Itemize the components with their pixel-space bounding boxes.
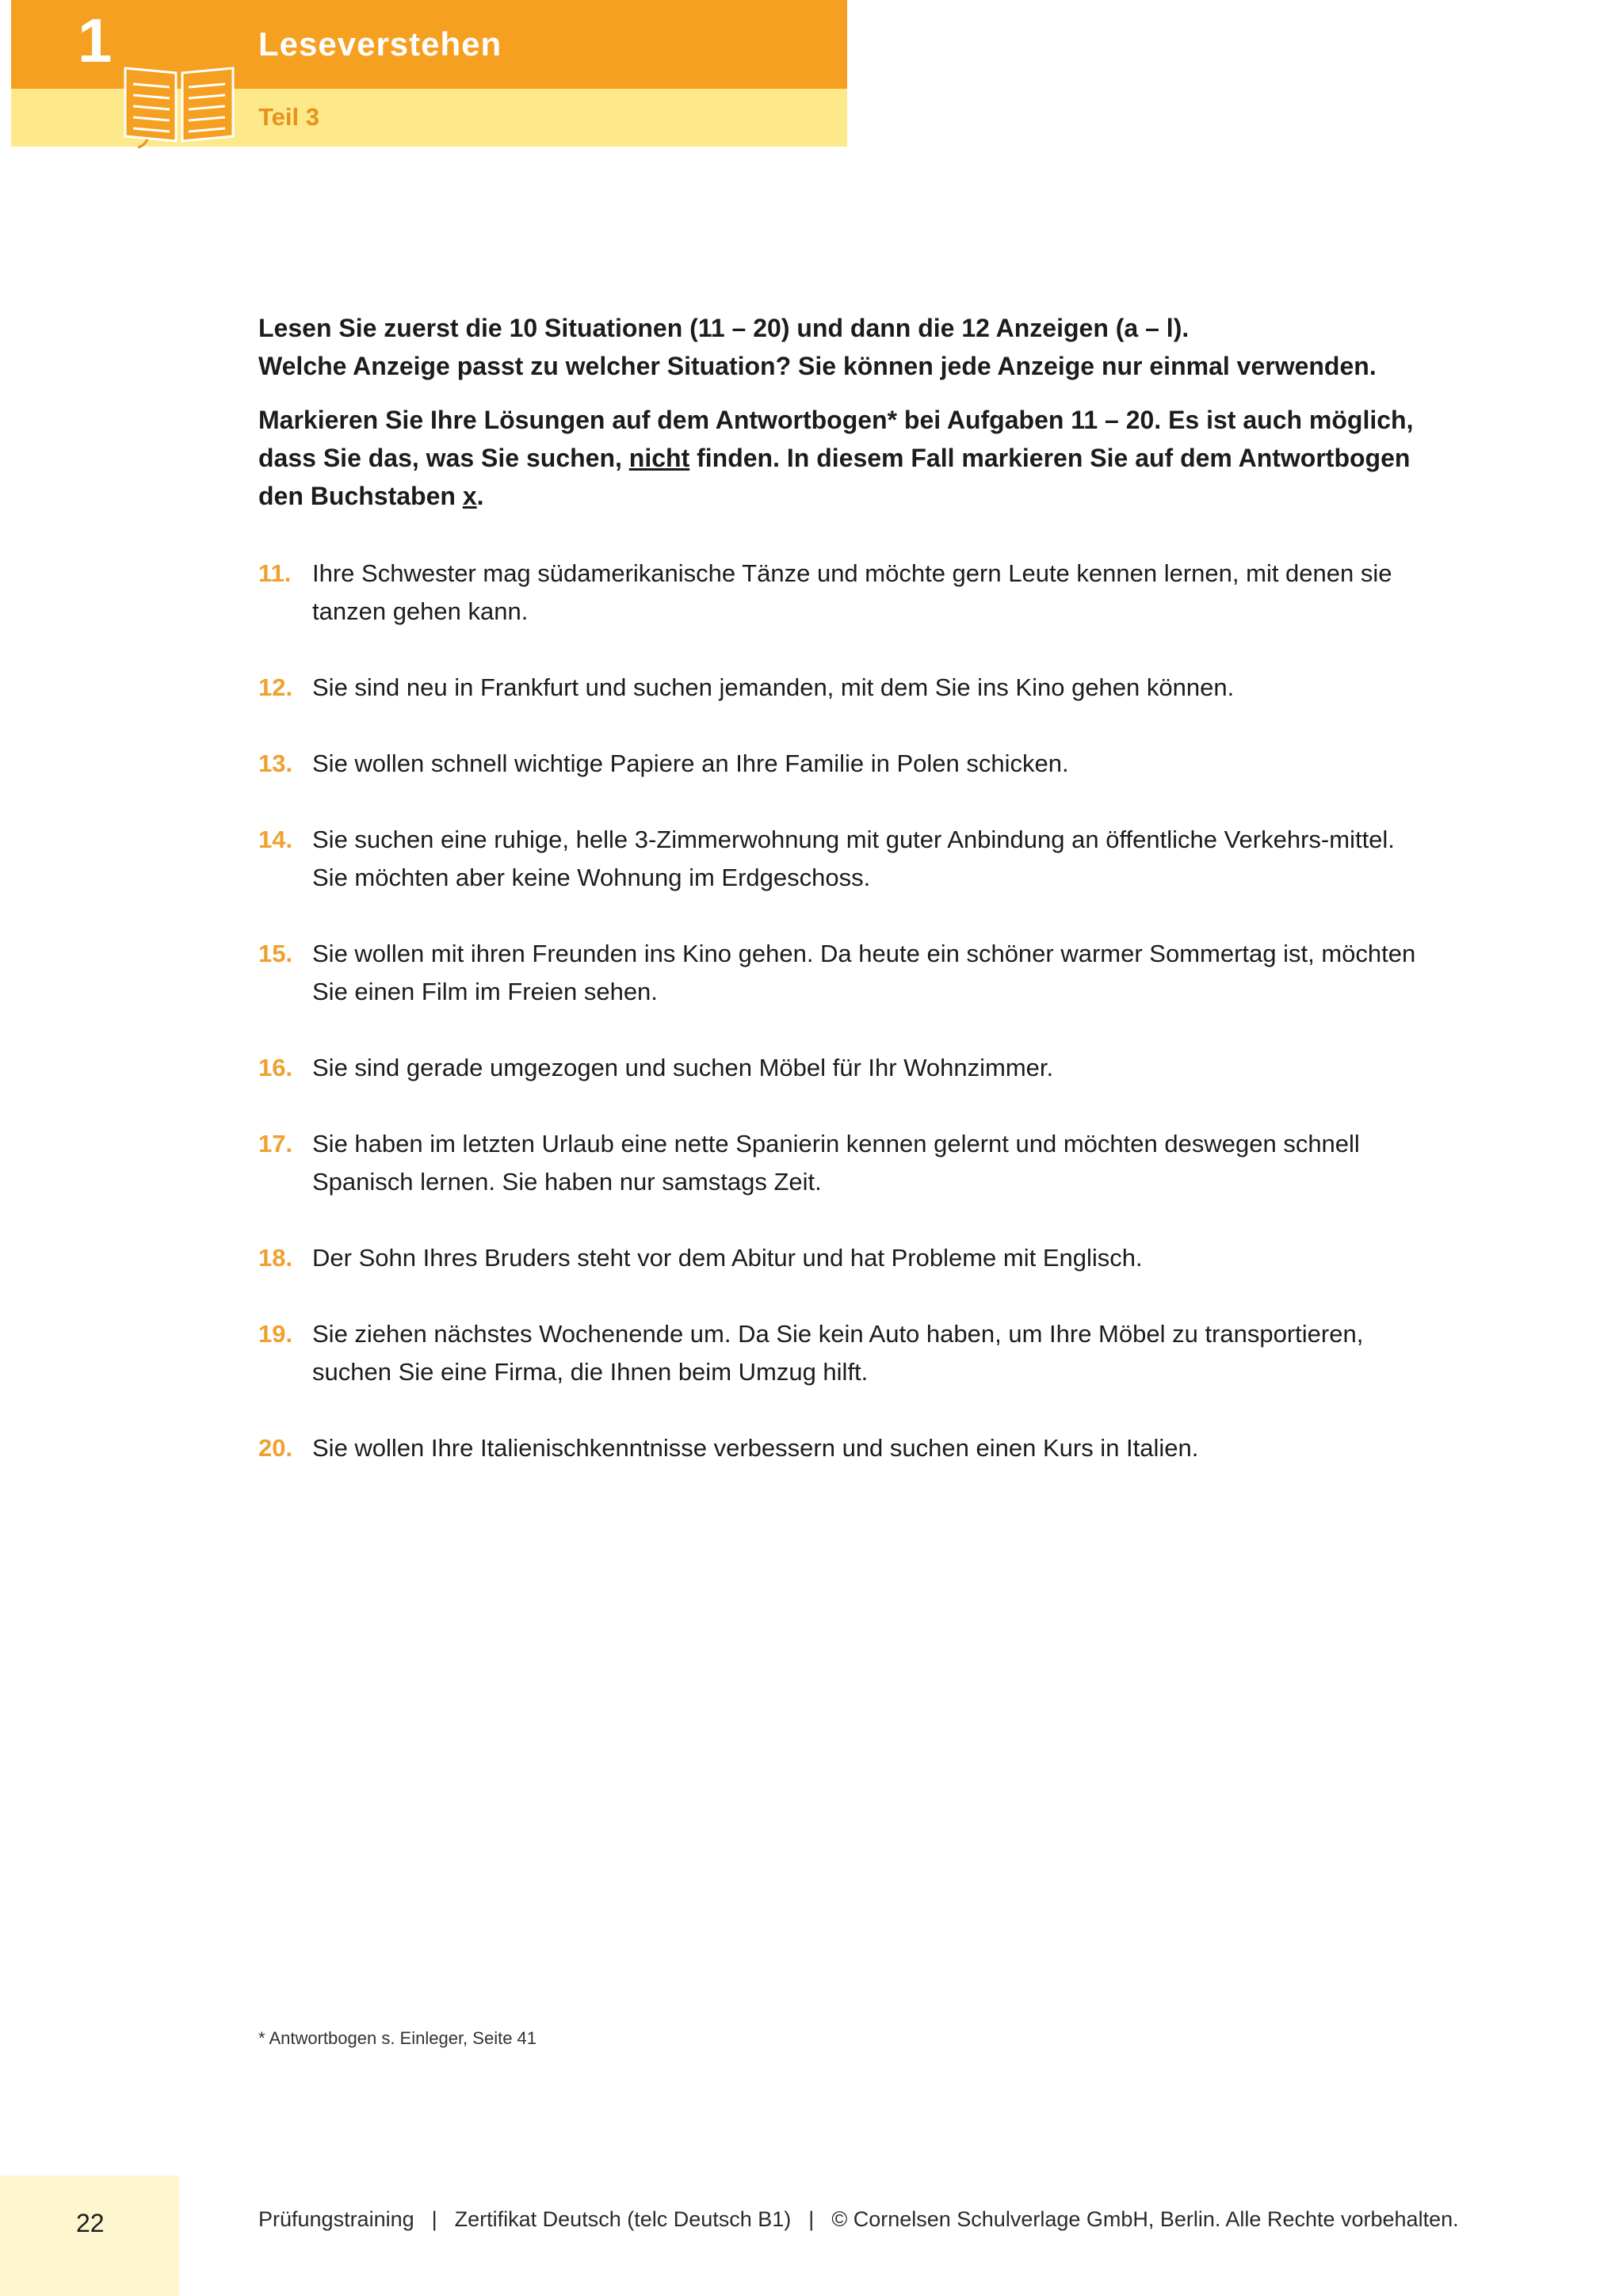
section-subtitle: Teil 3 bbox=[258, 103, 319, 131]
situation-number: 18. bbox=[258, 1244, 293, 1272]
footer bbox=[258, 2207, 1459, 2232]
instruction-text-part-1: Markieren Sie Ihre Lösungen auf dem Antwortbogen* bei Aufgaben 11 – 20. Es ist auch möglich, dass Sie das, was Sie suchen, bbox=[258, 406, 1414, 472]
footnote: * Antwortbogen s. Einleger, Seite 41 bbox=[258, 2028, 537, 2048]
section-number: 1 bbox=[78, 6, 113, 75]
situation-text: Sie suchen eine ruhige, helle 3-Zimmerwohnung mit guter Anbindung an öffentliche Verkehrs-mittel. Sie möchten aber keine Wohnung im Erdgeschoss. bbox=[312, 826, 1395, 891]
page-number: 22 bbox=[76, 2209, 105, 2237]
footer-separator: | bbox=[431, 2207, 437, 2231]
section-header bbox=[11, 0, 847, 147]
situation-item bbox=[258, 1315, 1431, 1391]
situation-text: Sie wollen mit ihren Freunden ins Kino gehen. Da heute ein schöner warmer Sommertag ist, möchten Sie einen Film im Freien sehen. bbox=[312, 940, 1416, 1005]
situation-text: Sie ziehen nächstes Wochenende um. Da Sie kein Auto haben, um Ihre Möbel zu transportieren, suchen Sie eine Firma, die Ihnen beim Umzug hilft. bbox=[312, 1320, 1364, 1386]
footer-copyright: © Cornelsen Schulverlage GmbH, Berlin. Alle Rechte vorbehalten. bbox=[831, 2207, 1459, 2231]
section-title: Leseverstehen bbox=[258, 25, 502, 63]
situation-number: 11. bbox=[258, 559, 292, 587]
instruction-underlined-word: nicht bbox=[628, 444, 690, 472]
instruction-letter: x bbox=[462, 482, 477, 510]
situation-number: 19. bbox=[258, 1320, 293, 1348]
situations-list bbox=[258, 555, 1431, 1505]
instruction-text-end: . bbox=[476, 482, 484, 510]
situation-number: 15. bbox=[258, 940, 293, 967]
situation-text: Ihre Schwester mag südamerikanische Tänze und möchte gern Leute kennen lernen, mit denen sie tanzen gehen kann. bbox=[312, 559, 1392, 625]
situation-item bbox=[258, 1125, 1431, 1201]
situation-text: Sie sind gerade umgezogen und suchen Möbel für Ihr Wohnzimmer. bbox=[312, 1054, 1054, 1081]
footer-series: Prüfungstraining bbox=[258, 2207, 414, 2231]
situation-item bbox=[258, 669, 1431, 707]
situation-item bbox=[258, 1429, 1431, 1467]
instruction-line-1: Lesen Sie zuerst die 10 Situationen (11 – 20) und dann die 12 Anzeigen (a – l). bbox=[258, 314, 1190, 342]
situation-item bbox=[258, 821, 1431, 897]
situation-number: 14. bbox=[258, 826, 293, 853]
footer-title: Zertifikat Deutsch (telc Deutsch B1) bbox=[454, 2207, 792, 2231]
open-book-icon bbox=[120, 62, 238, 149]
situation-text: Sie sind neu in Frankfurt und suchen jemanden, mit dem Sie ins Kino gehen können. bbox=[312, 673, 1235, 701]
instructions bbox=[258, 309, 1423, 515]
situation-text: Sie wollen Ihre Italienischkenntnisse verbessern und suchen einen Kurs in Italien. bbox=[312, 1434, 1199, 1462]
situation-item bbox=[258, 1239, 1431, 1277]
situation-text: Sie wollen schnell wichtige Papiere an Ihre Familie in Polen schicken. bbox=[312, 749, 1069, 777]
situation-text: Sie haben im letzten Urlaub eine nette Spanierin kennen gelernt und möchten deswegen schnell Spanisch lernen. Sie haben nur samstags Zeit. bbox=[312, 1130, 1360, 1196]
situation-number: 20. bbox=[258, 1434, 293, 1462]
instruction-text-part-2: finden. In diesem Fall markieren Sie auf dem Antwortbogen den Buchstaben bbox=[258, 444, 1411, 510]
situation-item bbox=[258, 1049, 1431, 1087]
situation-item bbox=[258, 935, 1431, 1011]
footer-separator: | bbox=[808, 2207, 815, 2231]
situation-number: 13. bbox=[258, 749, 293, 777]
situation-number: 17. bbox=[258, 1130, 293, 1158]
instruction-line-2: Welche Anzeige passt zu welcher Situation? Sie können jede Anzeige nur einmal verwenden. bbox=[258, 352, 1377, 380]
instructions-block-2 bbox=[258, 401, 1423, 515]
instructions-block-1 bbox=[258, 309, 1423, 385]
situation-text: Der Sohn Ihres Bruders steht vor dem Abitur und hat Probleme mit Englisch. bbox=[312, 1244, 1143, 1272]
situation-number: 12. bbox=[258, 673, 293, 701]
situation-item bbox=[258, 555, 1431, 631]
situation-item bbox=[258, 745, 1431, 783]
situation-number: 16. bbox=[258, 1054, 293, 1081]
